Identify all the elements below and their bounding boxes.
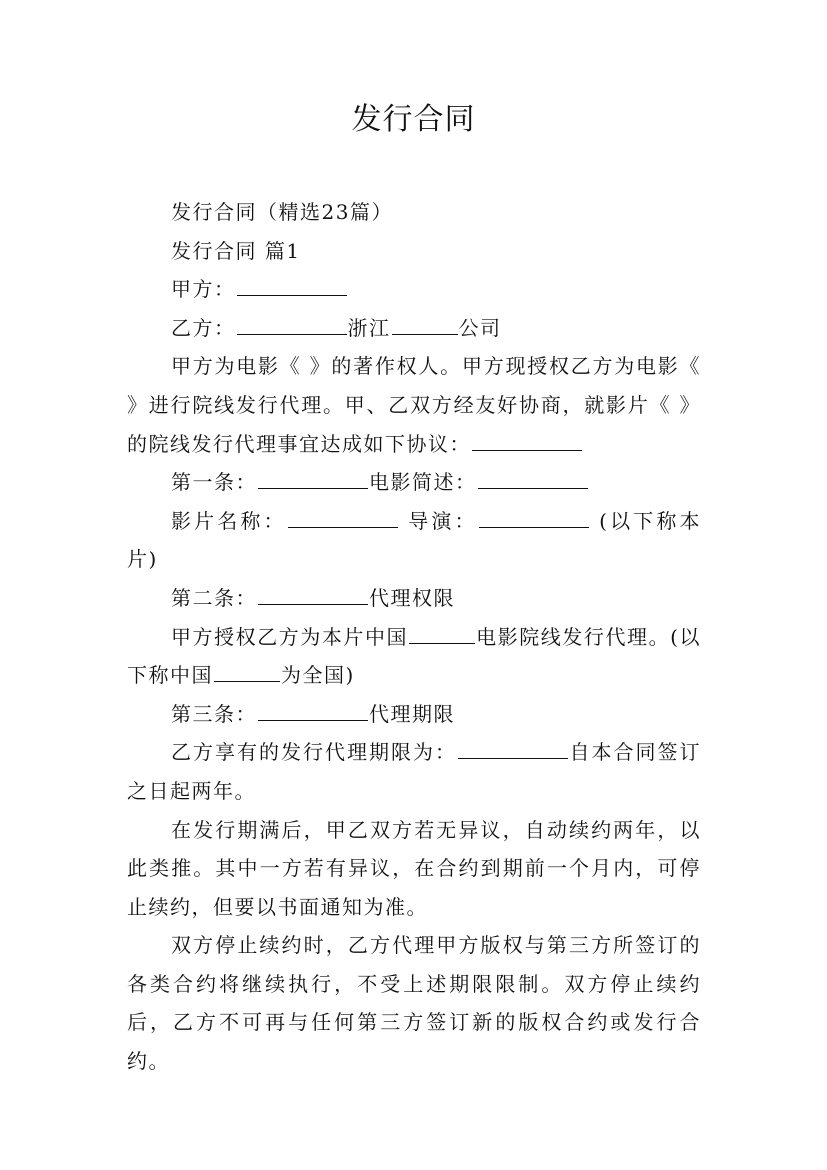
text: 为全国) (281, 663, 355, 688)
text: 乙方： (171, 315, 236, 340)
text: 甲方为电影《 》的著作权人。甲方现授权乙方为电影《 》进行院线发行代理。甲、乙双方经友好协商，就影片《 》的院线发行代理事宜达成如下协议： (127, 354, 701, 456)
blank-field (237, 320, 347, 335)
paragraph-article-2 (127, 579, 701, 618)
paragraph-termination (127, 926, 701, 1080)
blank-field (478, 474, 588, 489)
blank-field (258, 590, 368, 605)
text: (以下称本片) (127, 508, 701, 572)
text: 乙方享有的发行代理期限为： (171, 740, 457, 765)
text: 第二条： (171, 585, 257, 610)
text: 在发行期满后，甲乙双方若无异议，自动续约两年，以此类推。其中一方若有异议，在合约到期前一个月内，可停止续约，但要以书面通知为准。 (127, 817, 701, 919)
paragraph-section-title (127, 232, 701, 271)
text: 影片名称： (171, 508, 287, 533)
paragraph-renewal (127, 811, 701, 927)
blank-field (392, 320, 458, 335)
paragraph-party-b (127, 309, 701, 348)
paragraph-film-name (127, 502, 701, 579)
text: 第一条： (171, 470, 257, 495)
text: 自本合同签订之日起两年。 (127, 740, 701, 803)
document-body (127, 193, 701, 1081)
paragraph-article-3 (127, 695, 701, 734)
paragraph-heading (127, 193, 701, 232)
text: 电影院线发行代理。(以下称中国 (127, 624, 701, 688)
text: 甲方： (171, 277, 236, 302)
text: 双方停止续约时，乙方代理甲方版权与第三方所签订的各类合约将继续执行，不受上述期限限制。双方停止续约后，乙方不可再与任何第三方签订新的版权合约或发行合约。 (127, 933, 701, 1074)
text: 电影简述： (369, 470, 477, 495)
text: 导演： (398, 508, 478, 533)
text: 公司 (458, 315, 502, 340)
text: 发行合同（精选23篇） (171, 200, 393, 224)
text: 代理权限 (369, 585, 455, 610)
text: 代理期限 (369, 701, 455, 726)
blank-field (409, 629, 475, 644)
blank-field (214, 667, 280, 682)
blank-field (288, 513, 398, 528)
text: 浙江 (347, 315, 391, 340)
text: 发行合同 篇1 (171, 238, 301, 263)
paragraph-party-a (127, 270, 701, 309)
paragraph-article-1 (127, 463, 701, 502)
paragraph-authorization (127, 618, 701, 695)
blank-field (258, 706, 368, 721)
blank-field (472, 436, 582, 451)
blank-field (479, 513, 589, 528)
paragraph-intro (127, 347, 701, 463)
text: 甲方授权乙方为本片中国 (171, 624, 409, 649)
document-title: 发行合同 (351, 102, 476, 137)
paragraph-term (127, 733, 701, 810)
blank-field (458, 744, 568, 759)
blank-field (258, 474, 368, 489)
blank-field (237, 281, 347, 296)
text: 第三条： (171, 701, 257, 726)
